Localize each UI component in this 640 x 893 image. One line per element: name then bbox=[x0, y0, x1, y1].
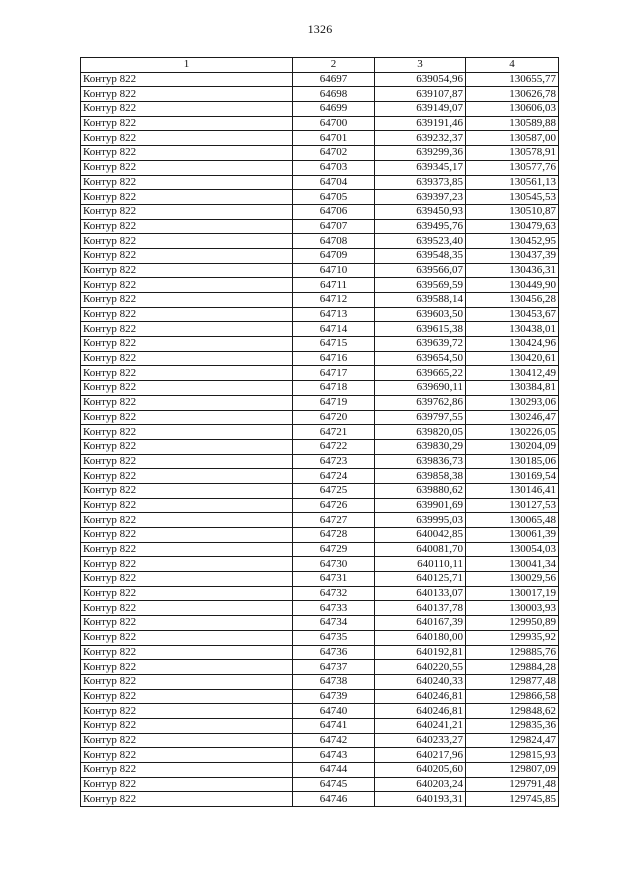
table-row bbox=[81, 234, 559, 249]
contour-name-cell: Контур 822 bbox=[81, 674, 293, 689]
point-number-cell: 64724 bbox=[293, 469, 375, 484]
point-number-cell: 64702 bbox=[293, 146, 375, 161]
contour-name-cell: Контур 822 bbox=[81, 733, 293, 748]
point-number-cell: 64707 bbox=[293, 219, 375, 234]
point-number-cell: 64704 bbox=[293, 175, 375, 190]
x-coordinate-cell: 639639,72 bbox=[375, 337, 466, 352]
point-number-cell: 64722 bbox=[293, 439, 375, 454]
y-coordinate-cell: 130437,39 bbox=[466, 248, 559, 263]
y-coordinate-cell: 129935,92 bbox=[466, 630, 559, 645]
point-number-cell: 64719 bbox=[293, 395, 375, 410]
table-row bbox=[81, 204, 559, 219]
point-number-cell: 64705 bbox=[293, 190, 375, 205]
table-row bbox=[81, 248, 559, 263]
column-header: 2 bbox=[293, 58, 375, 73]
point-number-cell: 64732 bbox=[293, 586, 375, 601]
x-coordinate-cell: 640081,70 bbox=[375, 542, 466, 557]
x-coordinate-cell: 639880,62 bbox=[375, 483, 466, 498]
point-number-cell: 64721 bbox=[293, 425, 375, 440]
contour-name-cell: Контур 822 bbox=[81, 234, 293, 249]
coordinates-table bbox=[80, 57, 559, 807]
table-row bbox=[81, 763, 559, 778]
contour-name-cell: Контур 822 bbox=[81, 601, 293, 616]
table-row bbox=[81, 733, 559, 748]
table-row bbox=[81, 72, 559, 87]
table-row bbox=[81, 660, 559, 675]
x-coordinate-cell: 640110,11 bbox=[375, 557, 466, 572]
contour-name-cell: Контур 822 bbox=[81, 293, 293, 308]
point-number-cell: 64725 bbox=[293, 483, 375, 498]
point-number-cell: 64741 bbox=[293, 718, 375, 733]
contour-name-cell: Контур 822 bbox=[81, 278, 293, 293]
point-number-cell: 64746 bbox=[293, 792, 375, 807]
table-row bbox=[81, 454, 559, 469]
contour-name-cell: Контур 822 bbox=[81, 204, 293, 219]
contour-name-cell: Контур 822 bbox=[81, 131, 293, 146]
contour-name-cell: Контур 822 bbox=[81, 704, 293, 719]
point-number-cell: 64727 bbox=[293, 513, 375, 528]
x-coordinate-cell: 640125,71 bbox=[375, 572, 466, 587]
y-coordinate-cell: 130436,31 bbox=[466, 263, 559, 278]
x-coordinate-cell: 639299,36 bbox=[375, 146, 466, 161]
contour-name-cell: Контур 822 bbox=[81, 645, 293, 660]
point-number-cell: 64717 bbox=[293, 366, 375, 381]
y-coordinate-cell: 130226,05 bbox=[466, 425, 559, 440]
point-number-cell: 64706 bbox=[293, 204, 375, 219]
x-coordinate-cell: 640133,07 bbox=[375, 586, 466, 601]
x-coordinate-cell: 639690,11 bbox=[375, 381, 466, 396]
contour-name-cell: Контур 822 bbox=[81, 498, 293, 513]
table-row bbox=[81, 645, 559, 660]
contour-name-cell: Контур 822 bbox=[81, 439, 293, 454]
table-row bbox=[81, 542, 559, 557]
point-number-cell: 64723 bbox=[293, 454, 375, 469]
y-coordinate-cell: 130589,88 bbox=[466, 116, 559, 131]
y-coordinate-cell: 130510,87 bbox=[466, 204, 559, 219]
table-row bbox=[81, 469, 559, 484]
table-row bbox=[81, 748, 559, 763]
point-number-cell: 64738 bbox=[293, 674, 375, 689]
contour-name-cell: Контур 822 bbox=[81, 248, 293, 263]
table-row bbox=[81, 601, 559, 616]
point-number-cell: 64712 bbox=[293, 293, 375, 308]
x-coordinate-cell: 639397,23 bbox=[375, 190, 466, 205]
y-coordinate-cell: 130412,49 bbox=[466, 366, 559, 381]
x-coordinate-cell: 639615,38 bbox=[375, 322, 466, 337]
y-coordinate-cell: 130293,06 bbox=[466, 395, 559, 410]
contour-name-cell: Контур 822 bbox=[81, 777, 293, 792]
point-number-cell: 64711 bbox=[293, 278, 375, 293]
x-coordinate-cell: 639820,05 bbox=[375, 425, 466, 440]
point-number-cell: 64742 bbox=[293, 733, 375, 748]
x-coordinate-cell: 639495,76 bbox=[375, 219, 466, 234]
point-number-cell: 64700 bbox=[293, 116, 375, 131]
x-coordinate-cell: 639665,22 bbox=[375, 366, 466, 381]
y-coordinate-cell: 129745,85 bbox=[466, 792, 559, 807]
point-number-cell: 64699 bbox=[293, 102, 375, 117]
x-coordinate-cell: 639588,14 bbox=[375, 293, 466, 308]
point-number-cell: 64745 bbox=[293, 777, 375, 792]
table-row bbox=[81, 689, 559, 704]
contour-name-cell: Контур 822 bbox=[81, 748, 293, 763]
y-coordinate-cell: 130017,19 bbox=[466, 586, 559, 601]
y-coordinate-cell: 130655,77 bbox=[466, 72, 559, 87]
table-row bbox=[81, 366, 559, 381]
x-coordinate-cell: 639901,69 bbox=[375, 498, 466, 513]
contour-name-cell: Контур 822 bbox=[81, 616, 293, 631]
x-coordinate-cell: 639566,07 bbox=[375, 263, 466, 278]
contour-name-cell: Контур 822 bbox=[81, 116, 293, 131]
table-row bbox=[81, 704, 559, 719]
table-row bbox=[81, 718, 559, 733]
table-row bbox=[81, 381, 559, 396]
x-coordinate-cell: 639345,17 bbox=[375, 160, 466, 175]
table-row bbox=[81, 175, 559, 190]
x-coordinate-cell: 639373,85 bbox=[375, 175, 466, 190]
y-coordinate-cell: 130561,13 bbox=[466, 175, 559, 190]
contour-name-cell: Контур 822 bbox=[81, 513, 293, 528]
x-coordinate-cell: 640246,81 bbox=[375, 704, 466, 719]
table-row bbox=[81, 337, 559, 352]
y-coordinate-cell: 129885,76 bbox=[466, 645, 559, 660]
y-coordinate-cell: 129877,48 bbox=[466, 674, 559, 689]
table-row bbox=[81, 792, 559, 807]
column-header: 1 bbox=[81, 58, 293, 73]
y-coordinate-cell: 130041,34 bbox=[466, 557, 559, 572]
x-coordinate-cell: 639762,86 bbox=[375, 395, 466, 410]
contour-name-cell: Контур 822 bbox=[81, 763, 293, 778]
x-coordinate-cell: 639149,07 bbox=[375, 102, 466, 117]
table-row bbox=[81, 483, 559, 498]
point-number-cell: 64715 bbox=[293, 337, 375, 352]
x-coordinate-cell: 639569,59 bbox=[375, 278, 466, 293]
point-number-cell: 64710 bbox=[293, 263, 375, 278]
contour-name-cell: Контур 822 bbox=[81, 630, 293, 645]
contour-name-cell: Контур 822 bbox=[81, 87, 293, 102]
table-row bbox=[81, 410, 559, 425]
y-coordinate-cell: 130420,61 bbox=[466, 351, 559, 366]
table-row bbox=[81, 439, 559, 454]
table-row bbox=[81, 616, 559, 631]
contour-name-cell: Контур 822 bbox=[81, 792, 293, 807]
contour-name-cell: Контур 822 bbox=[81, 381, 293, 396]
y-coordinate-cell: 129950,89 bbox=[466, 616, 559, 631]
contour-name-cell: Контур 822 bbox=[81, 586, 293, 601]
point-number-cell: 64697 bbox=[293, 72, 375, 87]
point-number-cell: 64709 bbox=[293, 248, 375, 263]
point-number-cell: 64736 bbox=[293, 645, 375, 660]
y-coordinate-cell: 130626,78 bbox=[466, 87, 559, 102]
y-coordinate-cell: 130061,39 bbox=[466, 528, 559, 543]
table-row bbox=[81, 190, 559, 205]
table-row bbox=[81, 263, 559, 278]
column-header: 4 bbox=[466, 58, 559, 73]
contour-name-cell: Контур 822 bbox=[81, 395, 293, 410]
x-coordinate-cell: 640192,81 bbox=[375, 645, 466, 660]
table-row bbox=[81, 87, 559, 102]
x-coordinate-cell: 640203,24 bbox=[375, 777, 466, 792]
contour-name-cell: Контур 822 bbox=[81, 307, 293, 322]
point-number-cell: 64698 bbox=[293, 87, 375, 102]
y-coordinate-cell: 130424,96 bbox=[466, 337, 559, 352]
x-coordinate-cell: 639450,93 bbox=[375, 204, 466, 219]
x-coordinate-cell: 639232,37 bbox=[375, 131, 466, 146]
point-number-cell: 64731 bbox=[293, 572, 375, 587]
contour-name-cell: Контур 822 bbox=[81, 425, 293, 440]
contour-name-cell: Контур 822 bbox=[81, 528, 293, 543]
contour-name-cell: Контур 822 bbox=[81, 689, 293, 704]
x-coordinate-cell: 639191,46 bbox=[375, 116, 466, 131]
y-coordinate-cell: 130384,81 bbox=[466, 381, 559, 396]
point-number-cell: 64730 bbox=[293, 557, 375, 572]
contour-name-cell: Контур 822 bbox=[81, 542, 293, 557]
x-coordinate-cell: 640233,27 bbox=[375, 733, 466, 748]
contour-name-cell: Контур 822 bbox=[81, 660, 293, 675]
point-number-cell: 64708 bbox=[293, 234, 375, 249]
y-coordinate-cell: 130169,54 bbox=[466, 469, 559, 484]
table-row bbox=[81, 278, 559, 293]
contour-name-cell: Контур 822 bbox=[81, 146, 293, 161]
table-row bbox=[81, 116, 559, 131]
point-number-cell: 64733 bbox=[293, 601, 375, 616]
x-coordinate-cell: 640217,96 bbox=[375, 748, 466, 763]
y-coordinate-cell: 129848,62 bbox=[466, 704, 559, 719]
x-coordinate-cell: 639107,87 bbox=[375, 87, 466, 102]
y-coordinate-cell: 130452,95 bbox=[466, 234, 559, 249]
x-coordinate-cell: 640220,55 bbox=[375, 660, 466, 675]
y-coordinate-cell: 129815,93 bbox=[466, 748, 559, 763]
x-coordinate-cell: 640180,00 bbox=[375, 630, 466, 645]
table-row bbox=[81, 395, 559, 410]
y-coordinate-cell: 130587,00 bbox=[466, 131, 559, 146]
contour-name-cell: Контур 822 bbox=[81, 72, 293, 87]
x-coordinate-cell: 640167,39 bbox=[375, 616, 466, 631]
table-row bbox=[81, 630, 559, 645]
y-coordinate-cell: 130578,91 bbox=[466, 146, 559, 161]
table-row bbox=[81, 160, 559, 175]
x-coordinate-cell: 640193,31 bbox=[375, 792, 466, 807]
point-number-cell: 64701 bbox=[293, 131, 375, 146]
y-coordinate-cell: 130054,03 bbox=[466, 542, 559, 557]
table-body bbox=[81, 72, 559, 806]
table-row bbox=[81, 674, 559, 689]
contour-name-cell: Контур 822 bbox=[81, 322, 293, 337]
y-coordinate-cell: 130438,01 bbox=[466, 322, 559, 337]
y-coordinate-cell: 130003,93 bbox=[466, 601, 559, 616]
contour-name-cell: Контур 822 bbox=[81, 102, 293, 117]
y-coordinate-cell: 129835,36 bbox=[466, 718, 559, 733]
y-coordinate-cell: 129807,09 bbox=[466, 763, 559, 778]
point-number-cell: 64703 bbox=[293, 160, 375, 175]
point-number-cell: 64718 bbox=[293, 381, 375, 396]
y-coordinate-cell: 130479,63 bbox=[466, 219, 559, 234]
x-coordinate-cell: 640042,85 bbox=[375, 528, 466, 543]
contour-name-cell: Контур 822 bbox=[81, 175, 293, 190]
x-coordinate-cell: 640240,33 bbox=[375, 674, 466, 689]
y-coordinate-cell: 130606,03 bbox=[466, 102, 559, 117]
table-row bbox=[81, 307, 559, 322]
contour-name-cell: Контур 822 bbox=[81, 718, 293, 733]
contour-name-cell: Контур 822 bbox=[81, 263, 293, 278]
x-coordinate-cell: 639858,38 bbox=[375, 469, 466, 484]
x-coordinate-cell: 639797,55 bbox=[375, 410, 466, 425]
point-number-cell: 64729 bbox=[293, 542, 375, 557]
table-row bbox=[81, 513, 559, 528]
page-number: 1326 bbox=[307, 22, 333, 36]
table-row bbox=[81, 572, 559, 587]
point-number-cell: 64726 bbox=[293, 498, 375, 513]
x-coordinate-cell: 639654,50 bbox=[375, 351, 466, 366]
y-coordinate-cell: 129791,48 bbox=[466, 777, 559, 792]
contour-name-cell: Контур 822 bbox=[81, 454, 293, 469]
contour-name-cell: Контур 822 bbox=[81, 219, 293, 234]
y-coordinate-cell: 129824,47 bbox=[466, 733, 559, 748]
y-coordinate-cell: 130545,53 bbox=[466, 190, 559, 205]
y-coordinate-cell: 130577,76 bbox=[466, 160, 559, 175]
y-coordinate-cell: 130185,06 bbox=[466, 454, 559, 469]
y-coordinate-cell: 130065,48 bbox=[466, 513, 559, 528]
table-row bbox=[81, 322, 559, 337]
point-number-cell: 64737 bbox=[293, 660, 375, 675]
point-number-cell: 64728 bbox=[293, 528, 375, 543]
table-row bbox=[81, 102, 559, 117]
contour-name-cell: Контур 822 bbox=[81, 351, 293, 366]
table-row bbox=[81, 293, 559, 308]
point-number-cell: 64739 bbox=[293, 689, 375, 704]
x-coordinate-cell: 640246,81 bbox=[375, 689, 466, 704]
point-number-cell: 64713 bbox=[293, 307, 375, 322]
table-row bbox=[81, 498, 559, 513]
y-coordinate-cell: 130146,41 bbox=[466, 483, 559, 498]
contour-name-cell: Контур 822 bbox=[81, 572, 293, 587]
point-number-cell: 64740 bbox=[293, 704, 375, 719]
contour-name-cell: Контур 822 bbox=[81, 160, 293, 175]
x-coordinate-cell: 639548,35 bbox=[375, 248, 466, 263]
point-number-cell: 64716 bbox=[293, 351, 375, 366]
x-coordinate-cell: 640205,60 bbox=[375, 763, 466, 778]
x-coordinate-cell: 639830,29 bbox=[375, 439, 466, 454]
table-row bbox=[81, 219, 559, 234]
y-coordinate-cell: 129884,28 bbox=[466, 660, 559, 675]
table-row bbox=[81, 557, 559, 572]
x-coordinate-cell: 640137,78 bbox=[375, 601, 466, 616]
contour-name-cell: Контур 822 bbox=[81, 337, 293, 352]
x-coordinate-cell: 639603,50 bbox=[375, 307, 466, 322]
contour-name-cell: Контур 822 bbox=[81, 469, 293, 484]
table-row bbox=[81, 777, 559, 792]
table-row bbox=[81, 131, 559, 146]
x-coordinate-cell: 639995,03 bbox=[375, 513, 466, 528]
point-number-cell: 64714 bbox=[293, 322, 375, 337]
point-number-cell: 64743 bbox=[293, 748, 375, 763]
y-coordinate-cell: 130127,53 bbox=[466, 498, 559, 513]
x-coordinate-cell: 639836,73 bbox=[375, 454, 466, 469]
y-coordinate-cell: 130204,09 bbox=[466, 439, 559, 454]
contour-name-cell: Контур 822 bbox=[81, 483, 293, 498]
contour-name-cell: Контур 822 bbox=[81, 190, 293, 205]
y-coordinate-cell: 129866,58 bbox=[466, 689, 559, 704]
point-number-cell: 64744 bbox=[293, 763, 375, 778]
y-coordinate-cell: 130029,56 bbox=[466, 572, 559, 587]
point-number-cell: 64720 bbox=[293, 410, 375, 425]
table-header-row bbox=[81, 58, 559, 73]
x-coordinate-cell: 640241,21 bbox=[375, 718, 466, 733]
column-header: 3 bbox=[375, 58, 466, 73]
table-row bbox=[81, 586, 559, 601]
point-number-cell: 64734 bbox=[293, 616, 375, 631]
contour-name-cell: Контур 822 bbox=[81, 410, 293, 425]
point-number-cell: 64735 bbox=[293, 630, 375, 645]
y-coordinate-cell: 130453,67 bbox=[466, 307, 559, 322]
y-coordinate-cell: 130449,90 bbox=[466, 278, 559, 293]
table-row bbox=[81, 146, 559, 161]
y-coordinate-cell: 130246,47 bbox=[466, 410, 559, 425]
contour-name-cell: Контур 822 bbox=[81, 366, 293, 381]
x-coordinate-cell: 639054,96 bbox=[375, 72, 466, 87]
table-row bbox=[81, 425, 559, 440]
x-coordinate-cell: 639523,40 bbox=[375, 234, 466, 249]
y-coordinate-cell: 130456,28 bbox=[466, 293, 559, 308]
contour-name-cell: Контур 822 bbox=[81, 557, 293, 572]
table-row bbox=[81, 528, 559, 543]
table-row bbox=[81, 351, 559, 366]
